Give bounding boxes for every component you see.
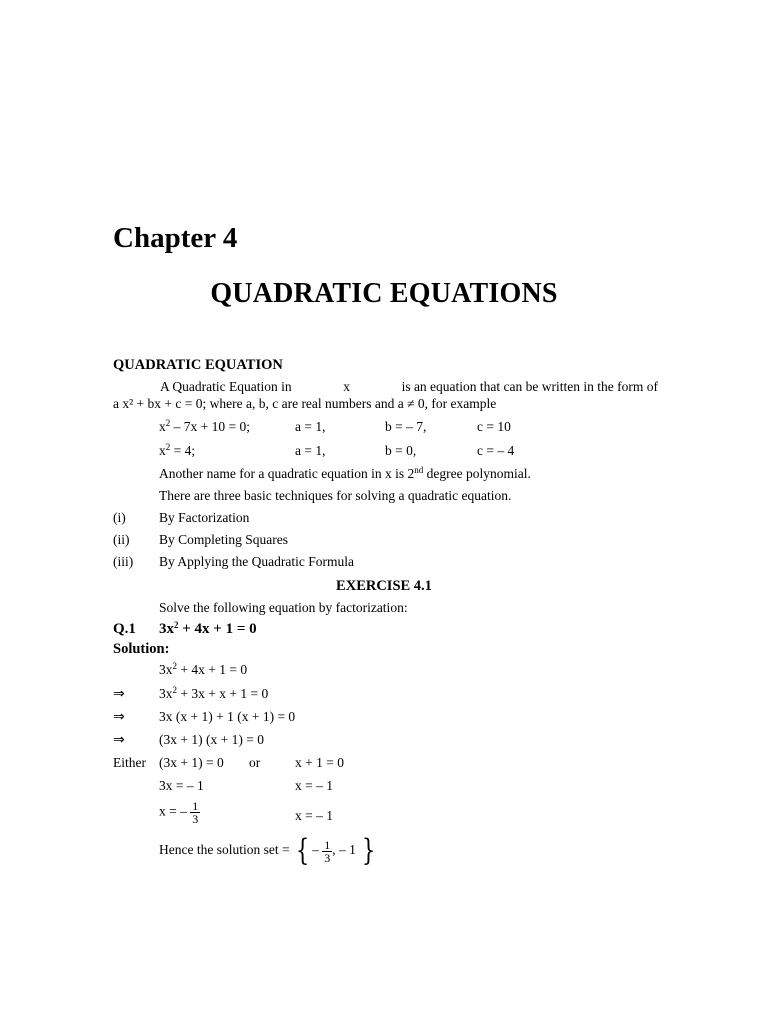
step-left-fraction-equation: x = – $\frac{1}{3}$ (159, 799, 199, 826)
technique-label: By Factorization (159, 510, 250, 525)
fraction: $\frac{1}{3}$ (324, 837, 331, 865)
chapter-number: Chapter 4 (113, 222, 238, 254)
intro-text-1: A Quadratic Equation in (160, 379, 292, 394)
technique-label: By Completing Squares (159, 532, 288, 547)
technique-number: (iii) (113, 554, 134, 569)
question-equation: $3x^2 + 4x + 1 = 0$ (159, 620, 257, 637)
example-equation: $x^2 - 7x + 10 = 0$; (159, 418, 250, 434)
right-brace: } (362, 833, 376, 868)
intro-var-x: x (343, 379, 350, 394)
techniques-intro: There are three basic techniques for solving a quadratic equation. (159, 488, 512, 503)
intro-paragraph-line1 (113, 379, 658, 395)
implies-arrow: ⇒ (113, 732, 125, 748)
example-b-value: b = – 7, (385, 419, 427, 434)
intro-paragraph-line2: a x² + bx + c = 0; where a, b, c are real numbers and a ≠ 0, for example (113, 396, 497, 411)
example-c-value: c = 10 (477, 419, 511, 434)
step-left-equation: 3x = – 1 (159, 778, 204, 793)
technique-number: (i) (113, 510, 126, 525)
page-title: QUADRATIC EQUATIONS (210, 278, 558, 309)
implies-arrow: ⇒ (113, 709, 125, 725)
example-c-value: c = – 4 (477, 443, 515, 458)
section-heading: QUADRATIC EQUATION (113, 357, 283, 373)
exercise-heading: EXERCISE 4.1 (336, 578, 432, 594)
either-left-equation: (3x + 1) = 0 (159, 755, 224, 770)
technique-label: By Applying the Quadratic Formula (159, 554, 354, 569)
question-number: Q.1 (113, 621, 136, 637)
solution-label: Solution: (113, 641, 170, 657)
fraction: $\frac{1}{3}$ (192, 799, 199, 826)
solution-set: Hence the solution set = { – $\frac{1}{3}$ , – 1 } (159, 833, 376, 868)
example-a-value: a = 1, (295, 443, 326, 458)
example-equation: $x^2 = 4$; (159, 442, 196, 458)
left-brace: { (295, 833, 310, 868)
step-right-equation: x = – 1 (295, 778, 333, 793)
exercise-instruction: Solve the following equation by factorization: (159, 600, 408, 615)
either-right-equation: x + 1 = 0 (295, 755, 344, 770)
implies-arrow: ⇒ (113, 686, 125, 702)
or-label: or (249, 755, 261, 770)
example-b-value: b = 0, (385, 443, 417, 458)
solution-step: (3x + 1) (x + 1) = 0 (159, 732, 264, 747)
step-right-equation: x = – 1 (295, 808, 333, 823)
technique-number: (ii) (113, 532, 130, 547)
either-label: Either (113, 755, 146, 770)
another-name-sentence: Another name for a quadratic equation in x is 2nd degree polynomial. (159, 465, 531, 481)
solution-step: $3x^2 + 3x + x + 1 = 0$ (159, 685, 269, 701)
intro-text-2: is an equation that can be written in the form of (401, 379, 658, 394)
solution-step: 3x (x + 1) + 1 (x + 1) = 0 (159, 709, 296, 724)
solution-step: $3x^2 + 4x + 1 = 0$ (159, 661, 248, 677)
example-a-value: a = 1, (295, 419, 326, 434)
